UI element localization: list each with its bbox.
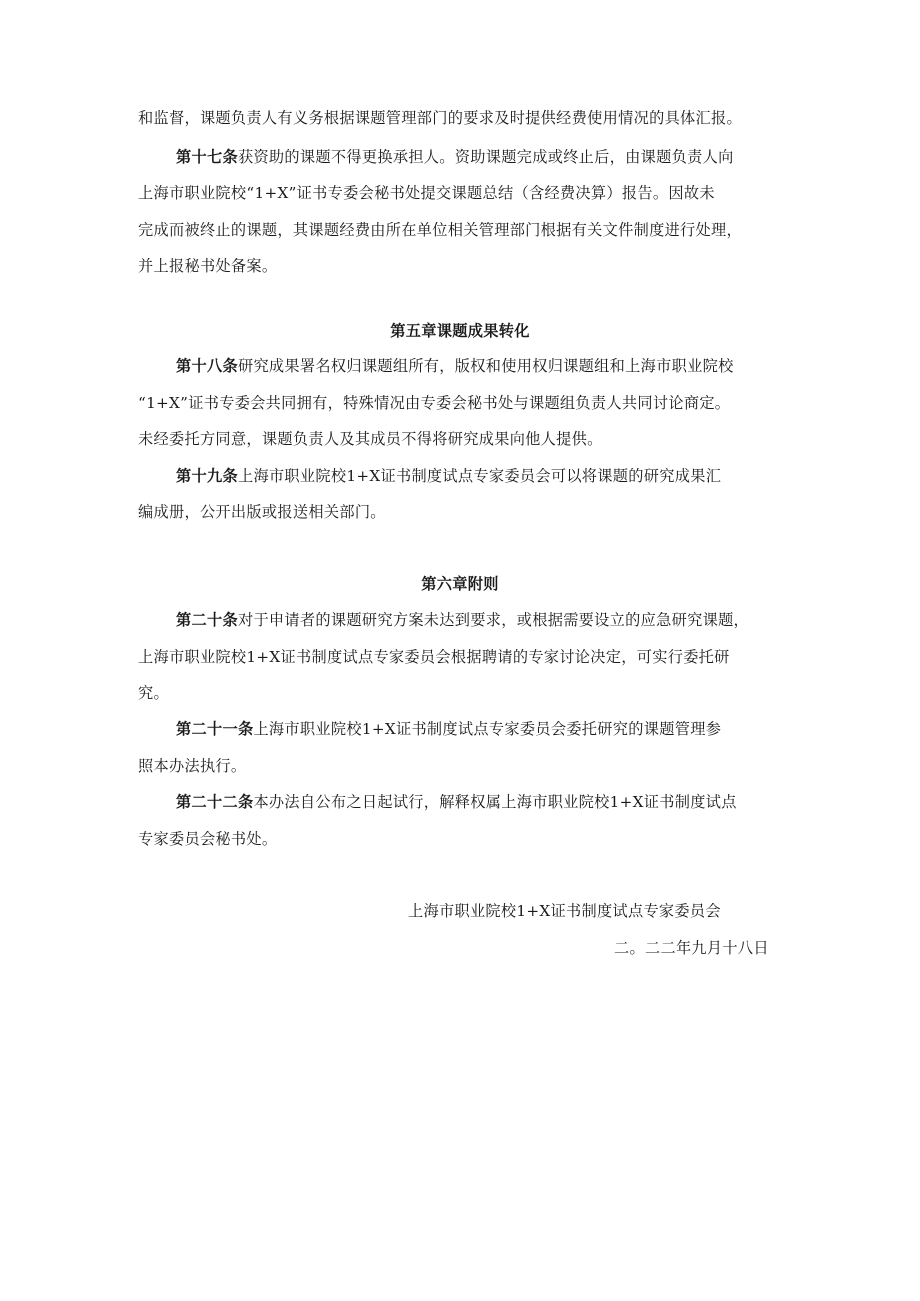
article-19-line-1 <box>176 466 721 486</box>
article-18-line-3: 未经委托方同意，课题负责人及其成员不得将研究成果向他人提供。 <box>138 430 603 448</box>
signature-date: 二。二二年九月十八日 <box>614 939 769 957</box>
chapter-6-heading: 第六章附则 <box>421 575 499 593</box>
article-20-line-1 <box>176 610 749 630</box>
article-17-line-1 <box>176 147 734 167</box>
article-20-line-3: 究。 <box>138 684 169 702</box>
signature-organization: 上海市职业院校1+X证书制度试点专家委员会 <box>408 902 721 920</box>
article-17-line-3: 完成而被终止的课题，其课题经费由所在单位相关管理部门根据有关文件制度进行处理， <box>138 221 743 239</box>
article-20-label: 第二十条 <box>176 611 238 629</box>
article-17-label: 第十七条 <box>176 148 238 166</box>
article-21-label: 第二十一条 <box>176 720 254 738</box>
article-16-line-1: 和监督，课题负责人有义务根据课题管理部门的要求及时提供经费使用情况的具体汇报。 <box>138 109 743 127</box>
article-18-line-2: “1+X”证书专委会共同拥有，特殊情况由专委会秘书处与课题组负责人共同讨论商定。 <box>138 394 731 412</box>
article-20-text-1: 对于申请者的课题研究方案未达到要求，或根据需要设立的应急研究课题， <box>237 611 750 629</box>
article-19-label: 第十九条 <box>176 467 238 485</box>
article-22-line-1 <box>176 792 737 812</box>
article-22-text-1: 本办法自公布之日起试行，解释权属上海市职业院校1+X证书制度试点 <box>253 793 737 811</box>
article-21-text-1: 上海市职业院校1+X证书制度试点专家委员会委托研究的课题管理参 <box>253 720 722 738</box>
article-19-line-2: 编成册，公开出版或报送相关部门。 <box>138 503 386 521</box>
article-20-line-2: 上海市职业院校1+X证书制度试点专家委员会根据聘请的专家讨论决定，可实行委托研 <box>138 648 730 666</box>
chapter-5-heading: 第五章课题成果转化 <box>390 322 530 340</box>
article-19-text-1: 上海市职业院校1+X证书制度试点专家委员会可以将课题的研究成果汇 <box>237 467 722 485</box>
article-18-label: 第十八条 <box>176 357 238 375</box>
article-21-line-1 <box>176 719 721 739</box>
article-17-line-2: 上海市职业院校“1+X”证书专委会秘书处提交课题总结（含经费决算）报告。因故未 <box>138 184 715 202</box>
article-21-line-2: 照本办法执行。 <box>138 757 247 775</box>
article-17-text-1: 获资助的课题不得更换承担人。资助课题完成或终止后，由课题负责人向 <box>237 148 734 166</box>
article-18-line-1 <box>176 356 734 376</box>
article-17-line-4: 并上报秘书处备案。 <box>138 257 278 275</box>
article-18-text-1: 研究成果署名权归课题组所有，版权和使用权归课题组和上海市职业院校 <box>237 357 734 375</box>
article-22-line-2: 专家委员会秘书处。 <box>138 830 278 848</box>
article-22-label: 第二十二条 <box>176 793 254 811</box>
